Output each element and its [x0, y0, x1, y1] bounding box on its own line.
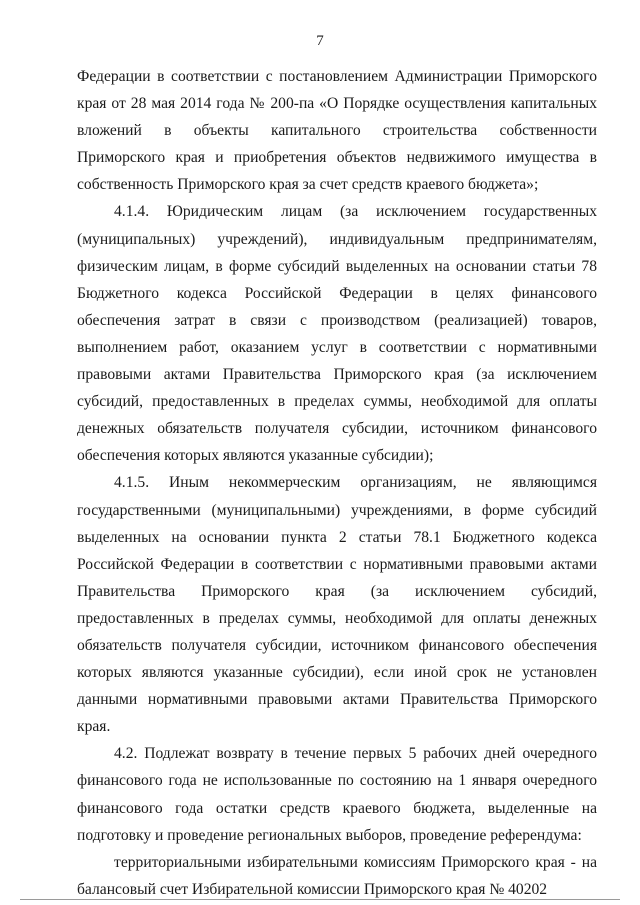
paragraph-continuation: Федерации в соответствии с постановлением Администрации Приморского края от 28 мая 2014 года № 200-па «О Порядке осуществления капитальных вложений в объекты капитального строительства собственности Приморского края и приобретения объектов недвижимого имущества в собственность Приморского края за счет средств краевого бюджета»; [77, 68, 597, 194]
paragraph-territorial-commissions: территориальными избирательными комиссиям Приморского края - на балансовый счет Избирательной комиссии Приморского края № 40202 [77, 853, 597, 898]
document-body [77, 63, 597, 903]
page-bottom-edge [20, 899, 620, 900]
paragraph-4-1-5: 4.1.5. Иным некоммерческим организациям, не являющимся государственными (муниципальными) учреждениями, в форме субсидий выделенных на основании пункта 2 статьи 78.1 Бюджетного кодекса Российской Федерации в соответствии с нормативными правовыми актами Правительства Приморского края (за исключением субсидий, предоставленных в пределах суммы, необходимой для оплаты денежных обязательств получателя субсидии, источником финансового обеспечения которых являются указанные субсидии), если иной срок не установлен данными нормативными правовыми актами Правительства Приморского края. [77, 474, 597, 736]
paragraph-4-1-4: 4.1.4. Юридическим лицам (за исключением государственных (муниципальных) учреждений), индивидуальным предпринимателям, физическим лицам, в форме субсидий выделенных на основании статьи 78 Бюджетного кодекса Российской Федерации в целях финансового обеспечения затрат в связи с производством (реализацией) товаров, выполнением работ, оказанием услуг в соответствии с нормативными правовыми актами Правительства Приморского края (за исключением субсидий, предоставленных в пределах суммы, необходимой для оплаты денежных обязательств получателя субсидии, источником финансового обеспечения которых являются указанные субсидии); [77, 203, 597, 465]
page-number: 7 [316, 33, 324, 49]
paragraph-4-2: 4.2. Подлежат возврату в течение первых 5 рабочих дней очередного финансового года не использованные по состоянию на 1 января очередного финансового года остатки средств краевого бюджета, выделенные на подготовку и проведение региональных выборов, проведение референдума: [77, 745, 597, 844]
